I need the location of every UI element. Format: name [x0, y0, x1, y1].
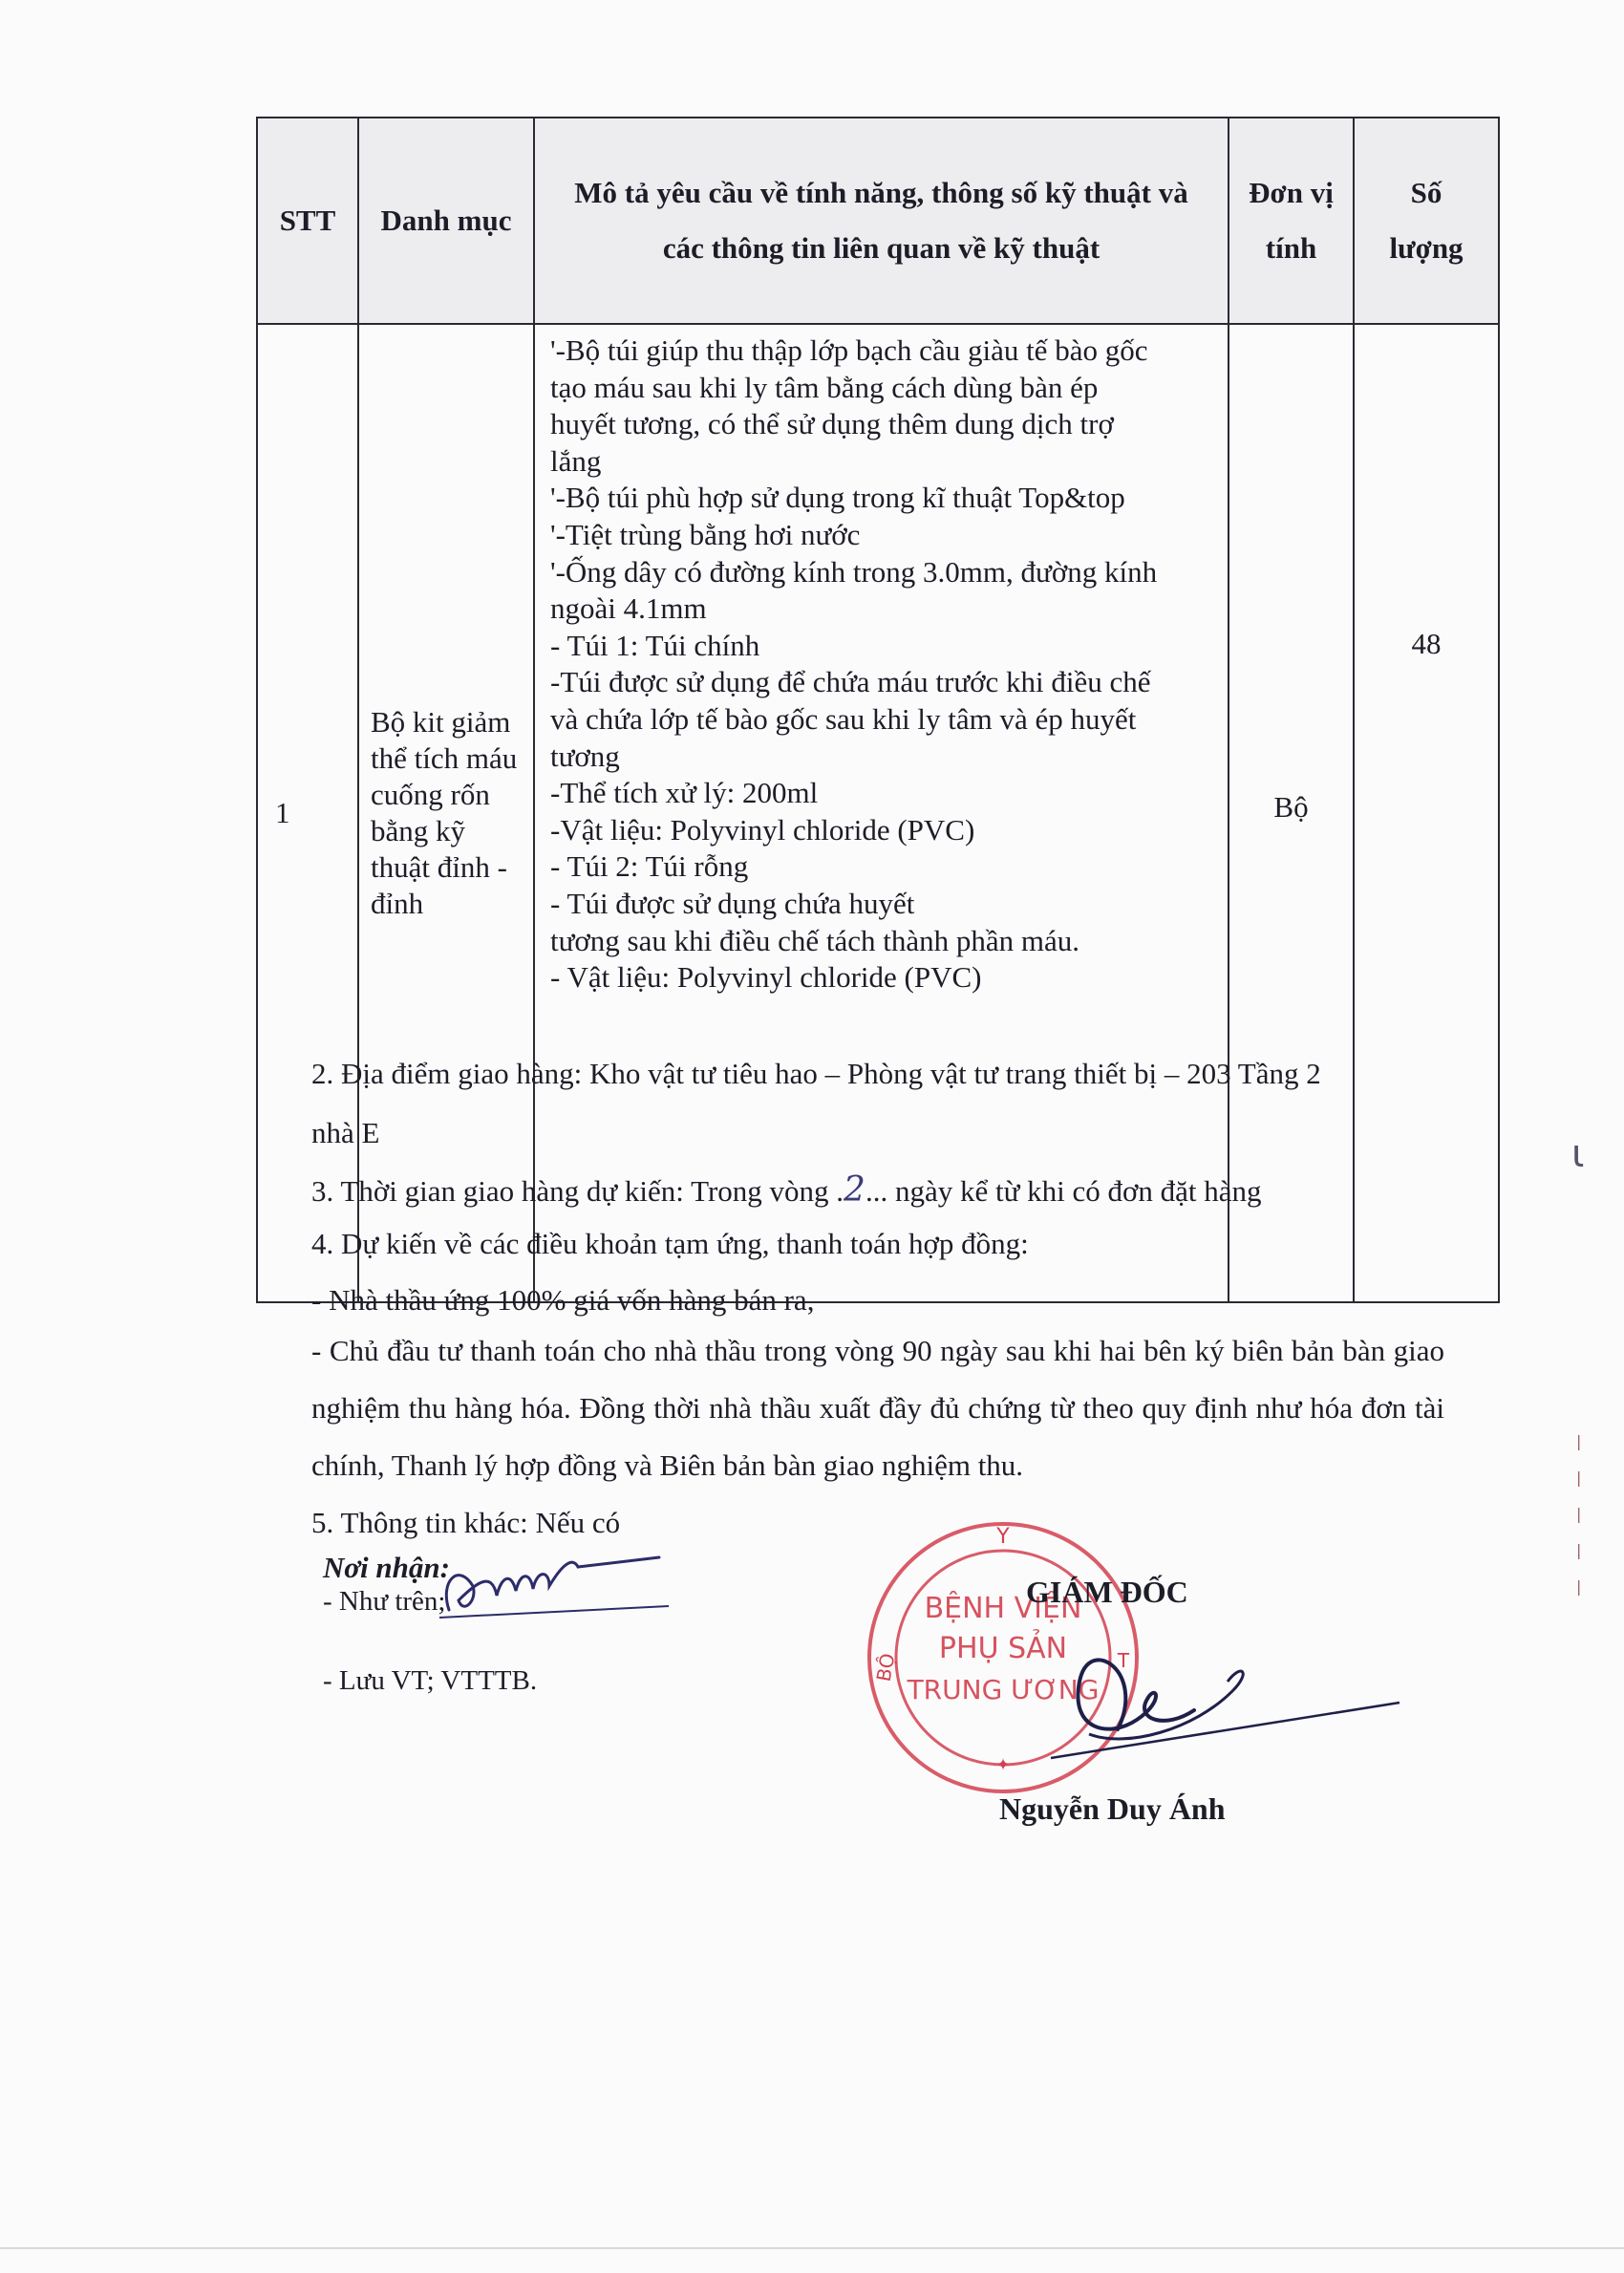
- item-3-suffix: ngày kể từ khi có đơn đặt hàng: [894, 1174, 1262, 1208]
- desc-line: -Túi được sử dụng để chứa máu trước khi điều chế: [550, 665, 1151, 699]
- desc-line: - Túi 1: Túi chính: [550, 628, 760, 662]
- desc-line: và chứa lớp tế bào gốc sau khi ly tâm và ép huyết: [550, 701, 1137, 736]
- desc-line: '-Tiệt trùng bằng hơi nước: [550, 517, 861, 551]
- initial-signature-icon: [420, 1543, 678, 1629]
- desc-line: huyết tương, có thể sử dụng thêm dung dịch trợ: [550, 407, 1114, 441]
- item-4: 4. Dự kiến về các điều khoản tạm ứng, thanh toán hợp đồng:: [311, 1227, 1029, 1260]
- item-3-prefix: 3. Thời gian giao hàng dự kiến: Trong vòng: [311, 1174, 829, 1208]
- header-category: Danh mục: [358, 118, 534, 324]
- desc-line: lắng: [550, 443, 602, 478]
- margin-mark-icon: ɩ: [1571, 1132, 1585, 1176]
- stamp-ring-right: T: [1117, 1649, 1130, 1672]
- desc-line: -Vật liệu: Polyvinyl chloride (PVC): [550, 812, 975, 847]
- stamp-line-2: PHỤ SẢN: [938, 1632, 1068, 1665]
- header-quantity: Số lượng: [1354, 118, 1499, 324]
- director-signature-icon: [974, 1615, 1414, 1768]
- recipient-item: - Như trên;: [323, 1586, 446, 1617]
- desc-line: '-Bộ túi phù hợp sử dụng trong kĩ thuật Top&top: [550, 481, 1125, 515]
- cell-category: Bộ kit giảm thể tích máu cuống rốn bằng kỹ thuật đỉnh - đỉnh: [358, 324, 534, 1302]
- header-description: Mô tả yêu cầu về tính năng, thông số kỹ thuật và các thông tin liên quan về kỹ thuật: [534, 118, 1229, 324]
- item-5: 5. Thông tin khác: Nếu có: [311, 1506, 621, 1539]
- cell-unit: [1229, 324, 1354, 1302]
- margin-mark-icon: | | | | |: [1576, 1432, 1582, 1596]
- stamp-ring-left: BỘ: [871, 1651, 900, 1683]
- stamp-line-3: TRUNG ƯƠNG: [907, 1674, 1100, 1705]
- director-name: Nguyễn Duy Ánh: [999, 1791, 1226, 1826]
- header-unit: Đơn vị tính: [1229, 118, 1354, 324]
- unit-value: Bộ: [1273, 790, 1309, 824]
- handwritten-days: 2: [844, 1170, 865, 1210]
- desc-line: '-Ống dây có đường kính trong 3.0mm, đường kính: [550, 554, 1158, 589]
- item-2-line-2: nhà E: [311, 1116, 380, 1149]
- item-3-dots-after: ...: [865, 1174, 895, 1208]
- desc-line: tương sau khi điều chế tách thành phần máu.: [550, 923, 1080, 957]
- recipients-title: Nơi nhận:: [323, 1551, 450, 1584]
- svg-text:✦: ✦: [995, 1755, 1011, 1775]
- scan-edge-line: [0, 2247, 1624, 2249]
- desc-line: tương: [550, 739, 620, 773]
- director-title: GIÁM ĐỐC: [1026, 1575, 1188, 1609]
- stamp-ring-top: Y: [996, 1525, 1010, 1549]
- desc-line: - Túi được sử dụng chứa huyết: [550, 886, 915, 920]
- desc-line: '-Bộ túi giúp thu thập lớp bạch cầu giàu tế bào gốc: [550, 333, 1148, 367]
- item-2-line-1: 2. Địa điểm giao hàng: Kho vật tư tiêu hao – Phòng vật tư trang thiết bị – 203 Tầng 2: [311, 1057, 1321, 1090]
- item-3-dots-before: .: [828, 1174, 844, 1208]
- header-stt: STT: [257, 118, 358, 324]
- desc-line: ngoài 4.1mm: [550, 591, 707, 626]
- desc-line: - Túi 2: Túi rỗng: [550, 849, 749, 884]
- desc-line: tạo máu sau khi ly tâm bằng cách dùng bàn ép: [550, 370, 1099, 404]
- recipient-item: - Lưu VT; VTTTB.: [323, 1665, 538, 1696]
- item-3-line: [311, 1170, 1262, 1210]
- table-header-row: [257, 118, 1499, 324]
- cell-stt: 1: [257, 324, 358, 1302]
- stamp-line-1: BỆNH VIỆN: [924, 1592, 1082, 1625]
- desc-line: -Thể tích xử lý: 200ml: [550, 776, 819, 810]
- cell-quantity: 48: [1354, 324, 1499, 1302]
- table-row: [257, 324, 1499, 1302]
- desc-line: - Vật liệu: Polyvinyl chloride (PVC): [550, 960, 982, 995]
- spec-table: [256, 117, 1500, 1303]
- item-4-b: - Chủ đầu tư thanh toán cho nhà thầu trong vòng 90 ngày sau khi hai bên ký biên bản bàn giao nghiệm thu hàng hóa. Đồng thời nhà thầu xuất đầy đủ chứng từ theo quy định như hóa đơn tài chính, Thanh lý hợp đồng và Biên bản bàn giao nghiệm thu.: [311, 1334, 1444, 1482]
- item-4-a: - Nhà thầu ứng 100% giá vốn hàng bán ra,: [311, 1283, 815, 1317]
- cell-description: [534, 324, 1229, 1302]
